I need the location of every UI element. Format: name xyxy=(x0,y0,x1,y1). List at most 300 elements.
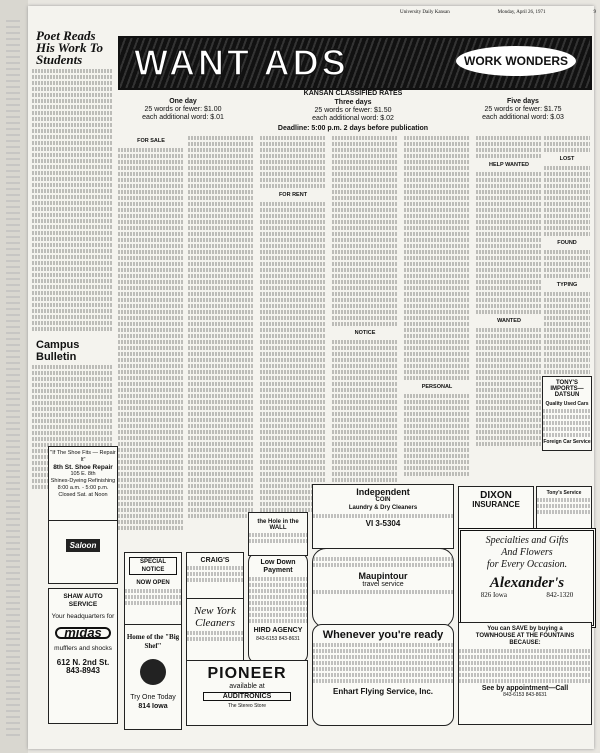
auditronics-name: AUDITRONICS xyxy=(203,692,291,701)
new-york-cleaners-line2: Cleaners xyxy=(195,617,235,629)
saloon-sign: Saloon xyxy=(66,539,101,552)
stereo-store-tag: The Stereo Store xyxy=(227,703,267,709)
text-line xyxy=(544,310,590,314)
text-line xyxy=(404,460,470,464)
text-line xyxy=(260,256,326,260)
text-line xyxy=(404,232,470,236)
shaw-auto-name: SHAW AUTO SERVICE xyxy=(63,593,103,608)
text-line xyxy=(260,202,326,206)
text-line xyxy=(543,409,591,413)
text-line xyxy=(544,334,590,338)
text-line xyxy=(404,346,470,350)
section-for-rent: FOR RENT xyxy=(278,192,308,198)
pioneer-logo: PIONEER xyxy=(207,665,287,682)
text-line xyxy=(404,184,470,188)
text-line xyxy=(544,262,590,266)
text-line xyxy=(404,292,470,296)
fountains-call: See by appointment—Call xyxy=(481,685,569,692)
text-line xyxy=(260,148,326,152)
text-line xyxy=(249,595,307,599)
text-line xyxy=(32,377,112,381)
shaw-auto-ad xyxy=(48,588,118,724)
text-line xyxy=(404,442,470,446)
text-line xyxy=(118,388,184,392)
text-line xyxy=(313,557,453,561)
text-line xyxy=(332,268,398,272)
text-line xyxy=(332,442,398,446)
text-line xyxy=(118,328,184,332)
text-line xyxy=(332,382,398,386)
text-line xyxy=(260,388,326,392)
text-line xyxy=(260,376,326,380)
classified-column-7 xyxy=(544,134,590,382)
text-line xyxy=(118,478,184,482)
section-notice: NOTICE xyxy=(354,330,376,336)
text-line xyxy=(332,154,398,158)
text-line xyxy=(118,358,184,362)
text-line xyxy=(32,291,112,295)
text-line xyxy=(260,226,326,230)
text-line xyxy=(404,412,470,416)
text-line xyxy=(476,220,542,224)
shoe-repair-address: 105 E. 8th xyxy=(70,471,96,477)
publication-date: Monday, April 26, 1971 xyxy=(497,10,546,15)
independent-laundry: Laundry & Dry Cleaners xyxy=(348,505,418,511)
text-line xyxy=(476,262,542,266)
text-line xyxy=(476,172,542,176)
classified-column-2 xyxy=(188,134,254,520)
text-line xyxy=(332,184,398,188)
text-line xyxy=(188,502,254,506)
text-line xyxy=(476,370,542,374)
text-line xyxy=(188,328,254,332)
text-line xyxy=(332,448,398,452)
text-line xyxy=(32,309,112,313)
text-line xyxy=(187,566,243,570)
text-line xyxy=(404,352,470,356)
text-line xyxy=(404,136,470,140)
text-line xyxy=(476,154,542,158)
text-line xyxy=(332,406,398,410)
text-line xyxy=(476,328,542,332)
text-line xyxy=(476,190,542,194)
text-line xyxy=(313,667,453,671)
section-personal: PERSONAL xyxy=(421,384,453,390)
text-line xyxy=(118,424,184,428)
text-line xyxy=(118,448,184,452)
text-line xyxy=(459,649,591,653)
text-line xyxy=(188,340,254,344)
text-line xyxy=(188,370,254,374)
text-line xyxy=(332,172,398,176)
text-line xyxy=(118,178,184,182)
hole-in-the-wall-name: the Hole in the WALL xyxy=(257,519,299,531)
text-line xyxy=(32,129,112,133)
text-line xyxy=(332,148,398,152)
text-line xyxy=(476,232,542,236)
text-line xyxy=(32,177,112,181)
page-number: 9 xyxy=(593,10,596,15)
craigs-ad xyxy=(186,552,244,600)
text-line xyxy=(404,376,470,380)
text-line xyxy=(187,578,243,582)
text-line xyxy=(476,274,542,278)
text-line xyxy=(118,154,184,158)
text-line xyxy=(544,148,590,152)
pioneer-ad xyxy=(186,660,308,726)
text-line xyxy=(332,190,398,194)
text-line xyxy=(404,268,470,272)
text-line xyxy=(188,262,254,266)
text-line xyxy=(260,418,326,422)
text-line xyxy=(188,448,254,452)
text-line xyxy=(32,419,112,423)
text-line xyxy=(260,286,326,290)
text-line xyxy=(32,413,112,417)
text-line xyxy=(32,237,112,241)
text-line xyxy=(476,178,542,182)
text-line xyxy=(118,406,184,410)
text-line xyxy=(476,406,542,410)
shoe-repair-ad xyxy=(48,446,118,521)
text-line xyxy=(544,370,590,374)
text-line xyxy=(476,394,542,398)
text-line xyxy=(544,316,590,320)
text-line xyxy=(332,460,398,464)
text-line xyxy=(332,370,398,374)
text-line xyxy=(544,208,590,212)
text-line xyxy=(544,298,590,302)
text-line xyxy=(118,502,184,506)
text-line xyxy=(188,214,254,218)
text-line xyxy=(476,400,542,404)
text-line xyxy=(404,298,470,302)
maupintour-ad xyxy=(312,548,454,628)
text-line xyxy=(544,184,590,188)
text-line xyxy=(118,244,184,248)
text-line xyxy=(476,208,542,212)
text-line xyxy=(188,388,254,392)
text-line xyxy=(32,153,112,157)
text-line xyxy=(404,196,470,200)
text-line xyxy=(332,238,398,242)
text-line xyxy=(404,406,470,410)
text-line xyxy=(118,166,184,170)
text-line xyxy=(332,202,398,206)
text-line xyxy=(260,280,326,284)
text-line xyxy=(476,286,542,290)
text-line xyxy=(332,364,398,368)
text-line xyxy=(188,472,254,476)
text-line xyxy=(260,430,326,434)
new-york-cleaners-ad xyxy=(186,598,244,664)
text-line xyxy=(476,148,542,152)
shoe-repair-name: 8th St. Shoe Repair xyxy=(53,464,113,471)
text-line xyxy=(188,496,254,500)
text-line xyxy=(260,220,326,224)
burger-chef-logo xyxy=(140,659,166,685)
text-line xyxy=(188,208,254,212)
text-line xyxy=(188,310,254,314)
text-line xyxy=(544,304,590,308)
pioneer-available: available at xyxy=(229,683,265,690)
text-line xyxy=(125,595,181,599)
text-line xyxy=(260,298,326,302)
dixon-name: DIXON xyxy=(480,490,512,501)
text-line xyxy=(125,589,181,593)
text-line xyxy=(188,454,254,458)
text-line xyxy=(188,406,254,410)
text-line xyxy=(249,607,307,611)
text-line xyxy=(187,631,243,635)
text-line xyxy=(32,231,112,235)
independent-laundry-ad xyxy=(312,484,454,549)
text-line xyxy=(476,136,542,140)
text-line xyxy=(313,649,453,653)
text-line xyxy=(188,190,254,194)
text-line xyxy=(188,184,254,188)
section-found: FOUND xyxy=(557,240,577,246)
shoe-repair-services: Shines-Dyeing Refinishing xyxy=(50,478,116,484)
text-line xyxy=(187,637,243,641)
text-line xyxy=(118,334,184,338)
text-line xyxy=(118,232,184,236)
binding-gutter xyxy=(0,0,28,753)
text-line xyxy=(332,340,398,344)
text-line xyxy=(332,274,398,278)
text-line xyxy=(476,388,542,392)
text-line xyxy=(118,508,184,512)
text-line xyxy=(404,316,470,320)
text-line xyxy=(476,340,542,344)
text-line xyxy=(332,430,398,434)
text-line xyxy=(476,442,542,446)
text-line xyxy=(125,601,181,605)
text-line xyxy=(188,202,254,206)
text-line xyxy=(118,466,184,470)
publication-name: University Daily Kansan xyxy=(400,10,450,15)
text-line xyxy=(260,160,326,164)
text-line xyxy=(118,286,184,290)
text-line xyxy=(188,514,254,518)
text-line xyxy=(332,424,398,428)
text-line xyxy=(544,226,590,230)
big-shef-tagline: Try One Today xyxy=(130,694,176,701)
text-line xyxy=(404,400,470,404)
text-line xyxy=(118,238,184,242)
text-line xyxy=(32,183,112,187)
enhart-name: Enhart Flying Service, Inc. xyxy=(332,687,434,696)
text-line xyxy=(260,166,326,170)
text-line xyxy=(188,178,254,182)
text-line xyxy=(260,382,326,386)
banner-badge: WORK WONDERS xyxy=(456,46,576,76)
alexanders-ad xyxy=(458,528,596,628)
text-line xyxy=(476,184,542,188)
rates-deadline: Deadline: 5:00 p.m. 2 days before publication xyxy=(277,125,429,132)
text-line xyxy=(260,172,326,176)
text-line xyxy=(544,166,590,170)
text-line xyxy=(260,448,326,452)
text-line xyxy=(543,433,591,437)
text-line xyxy=(118,190,184,194)
text-line xyxy=(332,280,398,284)
text-line xyxy=(188,286,254,290)
text-line xyxy=(332,478,398,482)
text-line xyxy=(544,352,590,356)
text-line xyxy=(332,316,398,320)
section-help-wanted: HELP WANTED xyxy=(489,162,529,168)
text-line xyxy=(404,226,470,230)
text-line xyxy=(404,172,470,176)
text-line xyxy=(313,643,453,647)
text-line xyxy=(537,498,591,502)
craigs-name: CRAIG'S xyxy=(200,557,230,564)
text-line xyxy=(118,274,184,278)
text-line xyxy=(32,267,112,271)
text-line xyxy=(332,256,398,260)
text-line xyxy=(332,244,398,248)
text-line xyxy=(260,370,326,374)
text-line xyxy=(404,358,470,362)
alexanders-phone: 842-1320 xyxy=(546,591,574,599)
text-line xyxy=(332,208,398,212)
text-line xyxy=(404,454,470,458)
text-line xyxy=(118,148,184,152)
classified-column-4 xyxy=(332,134,398,490)
text-line xyxy=(260,274,326,278)
text-line xyxy=(260,334,326,338)
text-line xyxy=(260,424,326,428)
text-line xyxy=(188,292,254,296)
text-line xyxy=(404,220,470,224)
tonys-imports-name: TONY'S IMPORTS—DATSUN xyxy=(550,380,584,398)
text-line xyxy=(404,274,470,278)
text-line xyxy=(260,268,326,272)
text-line xyxy=(32,285,112,289)
tonys-used-cars: Quality Used Cars xyxy=(545,401,589,407)
text-line xyxy=(118,412,184,416)
text-line xyxy=(544,190,590,194)
text-line xyxy=(249,533,307,537)
text-line xyxy=(32,171,112,175)
classified-column-5 xyxy=(404,134,470,478)
fountains-phones: 843-6153 843-8631 xyxy=(503,692,547,698)
text-line xyxy=(476,346,542,350)
text-line xyxy=(118,316,184,320)
text-line xyxy=(118,430,184,434)
text-line xyxy=(404,322,470,326)
text-line xyxy=(32,315,112,319)
text-line xyxy=(404,238,470,242)
text-line xyxy=(187,572,243,576)
text-line xyxy=(404,262,470,266)
text-line xyxy=(118,340,184,344)
text-line xyxy=(118,370,184,374)
text-line xyxy=(260,328,326,332)
text-line xyxy=(260,466,326,470)
text-line xyxy=(260,238,326,242)
classified-column-1 xyxy=(118,134,184,532)
text-line xyxy=(332,454,398,458)
text-line xyxy=(118,256,184,260)
text-line xyxy=(32,147,112,151)
text-line xyxy=(32,87,112,91)
text-line xyxy=(32,389,112,393)
text-line xyxy=(404,166,470,170)
text-line xyxy=(476,196,542,200)
fountains-ad xyxy=(458,622,592,725)
text-line xyxy=(260,460,326,464)
text-line xyxy=(332,250,398,254)
text-line xyxy=(32,105,112,109)
text-line xyxy=(332,142,398,146)
tonys-foreign-service: Foreign Car Service xyxy=(543,439,591,445)
text-line xyxy=(188,166,254,170)
text-line xyxy=(32,195,112,199)
text-line xyxy=(260,136,326,140)
classified-rates xyxy=(118,90,588,138)
new-york-cleaners-line1: New York xyxy=(193,605,237,617)
text-line xyxy=(188,460,254,464)
rates-heading: KANSAN CLASSIFIED RATES xyxy=(303,90,403,97)
text-line xyxy=(404,310,470,314)
text-line xyxy=(544,202,590,206)
text-line xyxy=(118,442,184,446)
text-line xyxy=(260,142,326,146)
text-line xyxy=(476,202,542,206)
text-line xyxy=(32,219,112,223)
text-line xyxy=(332,292,398,296)
text-line xyxy=(249,583,307,587)
text-line xyxy=(118,418,184,422)
text-line xyxy=(118,352,184,356)
special-notice-open: NOW OPEN xyxy=(136,580,170,586)
rate-one-day: One day 25 words or fewer: $1.00 each additional word: $.01 xyxy=(142,98,224,121)
text-line xyxy=(476,250,542,254)
text-line xyxy=(188,442,254,446)
text-line xyxy=(118,364,184,368)
text-line xyxy=(32,437,112,441)
text-line xyxy=(404,334,470,338)
text-line xyxy=(118,520,184,524)
text-line xyxy=(188,430,254,434)
text-line xyxy=(404,304,470,308)
text-line xyxy=(32,279,112,283)
text-line xyxy=(544,274,590,278)
text-line xyxy=(118,376,184,380)
text-line xyxy=(544,232,590,236)
section-for-sale: FOR SALE xyxy=(137,138,165,144)
text-line xyxy=(476,280,542,284)
text-line xyxy=(260,472,326,476)
independent-name: Independent xyxy=(356,487,410,497)
rate-five-days: Five days 25 words or fewer: $1.75 each additional word: $.03 xyxy=(482,98,564,121)
text-line xyxy=(32,431,112,435)
text-line xyxy=(544,292,590,296)
text-line xyxy=(332,160,398,164)
text-line xyxy=(32,141,112,145)
text-line xyxy=(32,99,112,103)
text-line xyxy=(313,679,453,683)
text-line xyxy=(32,159,112,163)
big-shef-ad xyxy=(124,624,182,730)
text-line xyxy=(260,364,326,368)
text-line xyxy=(260,316,326,320)
text-line xyxy=(404,244,470,248)
text-line xyxy=(404,250,470,254)
text-line xyxy=(249,613,307,617)
